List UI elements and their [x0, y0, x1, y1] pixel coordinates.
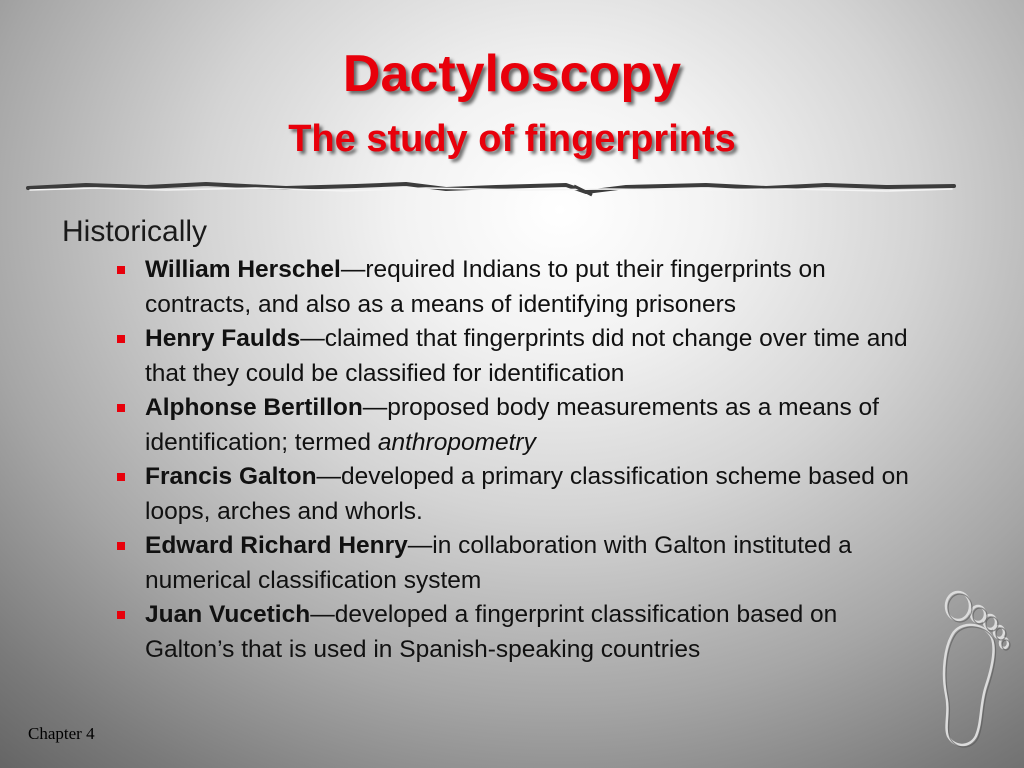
- bullet-square-icon: [117, 473, 125, 481]
- bullet-text: —in collaboration with Galton instituted a numerical classification system: [145, 532, 852, 594]
- chapter-footer: Chapter 4: [28, 724, 95, 743]
- person-name: Henry Faulds: [145, 325, 301, 352]
- person-name: Juan Vucetich: [145, 601, 311, 628]
- bullet-item-galton: [110, 460, 910, 529]
- torn-line-divider-icon: [26, 176, 956, 200]
- bullet-square-icon: [117, 404, 125, 412]
- bullet-item-vucetich: [110, 598, 910, 667]
- bullet-text: —claimed that fingerprints did not change over time and that they could be classified for identification: [145, 325, 908, 387]
- bullet-square-icon: [117, 542, 125, 550]
- bullet-square-icon: [117, 266, 125, 274]
- section-heading: Historically: [62, 215, 208, 248]
- footprint-icon: [930, 588, 1016, 750]
- bullet-item-faulds: [110, 322, 910, 391]
- bullet-square-icon: [117, 611, 125, 619]
- bullet-text: —required Indians to put their fingerprints on contracts, and also as a means of identifying prisoners: [145, 256, 826, 318]
- bullet-text: —developed a fingerprint classification based on Galton’s that is used in Spanish-speaking countries: [145, 601, 838, 663]
- bullet-text: —proposed body measurements as a means of identification; termed: [145, 394, 879, 456]
- person-name: Francis Galton: [145, 463, 317, 490]
- person-name: Edward Richard Henry: [145, 532, 408, 559]
- person-name: Alphonse Bertillon: [145, 394, 363, 421]
- person-name: William Herschel: [145, 256, 341, 283]
- bullet-item-bertillon: [110, 391, 910, 460]
- bullet-text: —developed a primary classification scheme based on loops, arches and whorls.: [145, 463, 909, 525]
- bullet-list: [110, 253, 910, 667]
- slide-title: Dactyloscopy: [342, 45, 682, 103]
- bullet-item-herschel: [110, 253, 910, 322]
- bullet-term: anthropometry: [377, 428, 536, 456]
- bullet-square-icon: [117, 335, 125, 343]
- bullet-item-henry: [110, 529, 910, 598]
- slide-subtitle: The study of fingerprints: [288, 118, 736, 160]
